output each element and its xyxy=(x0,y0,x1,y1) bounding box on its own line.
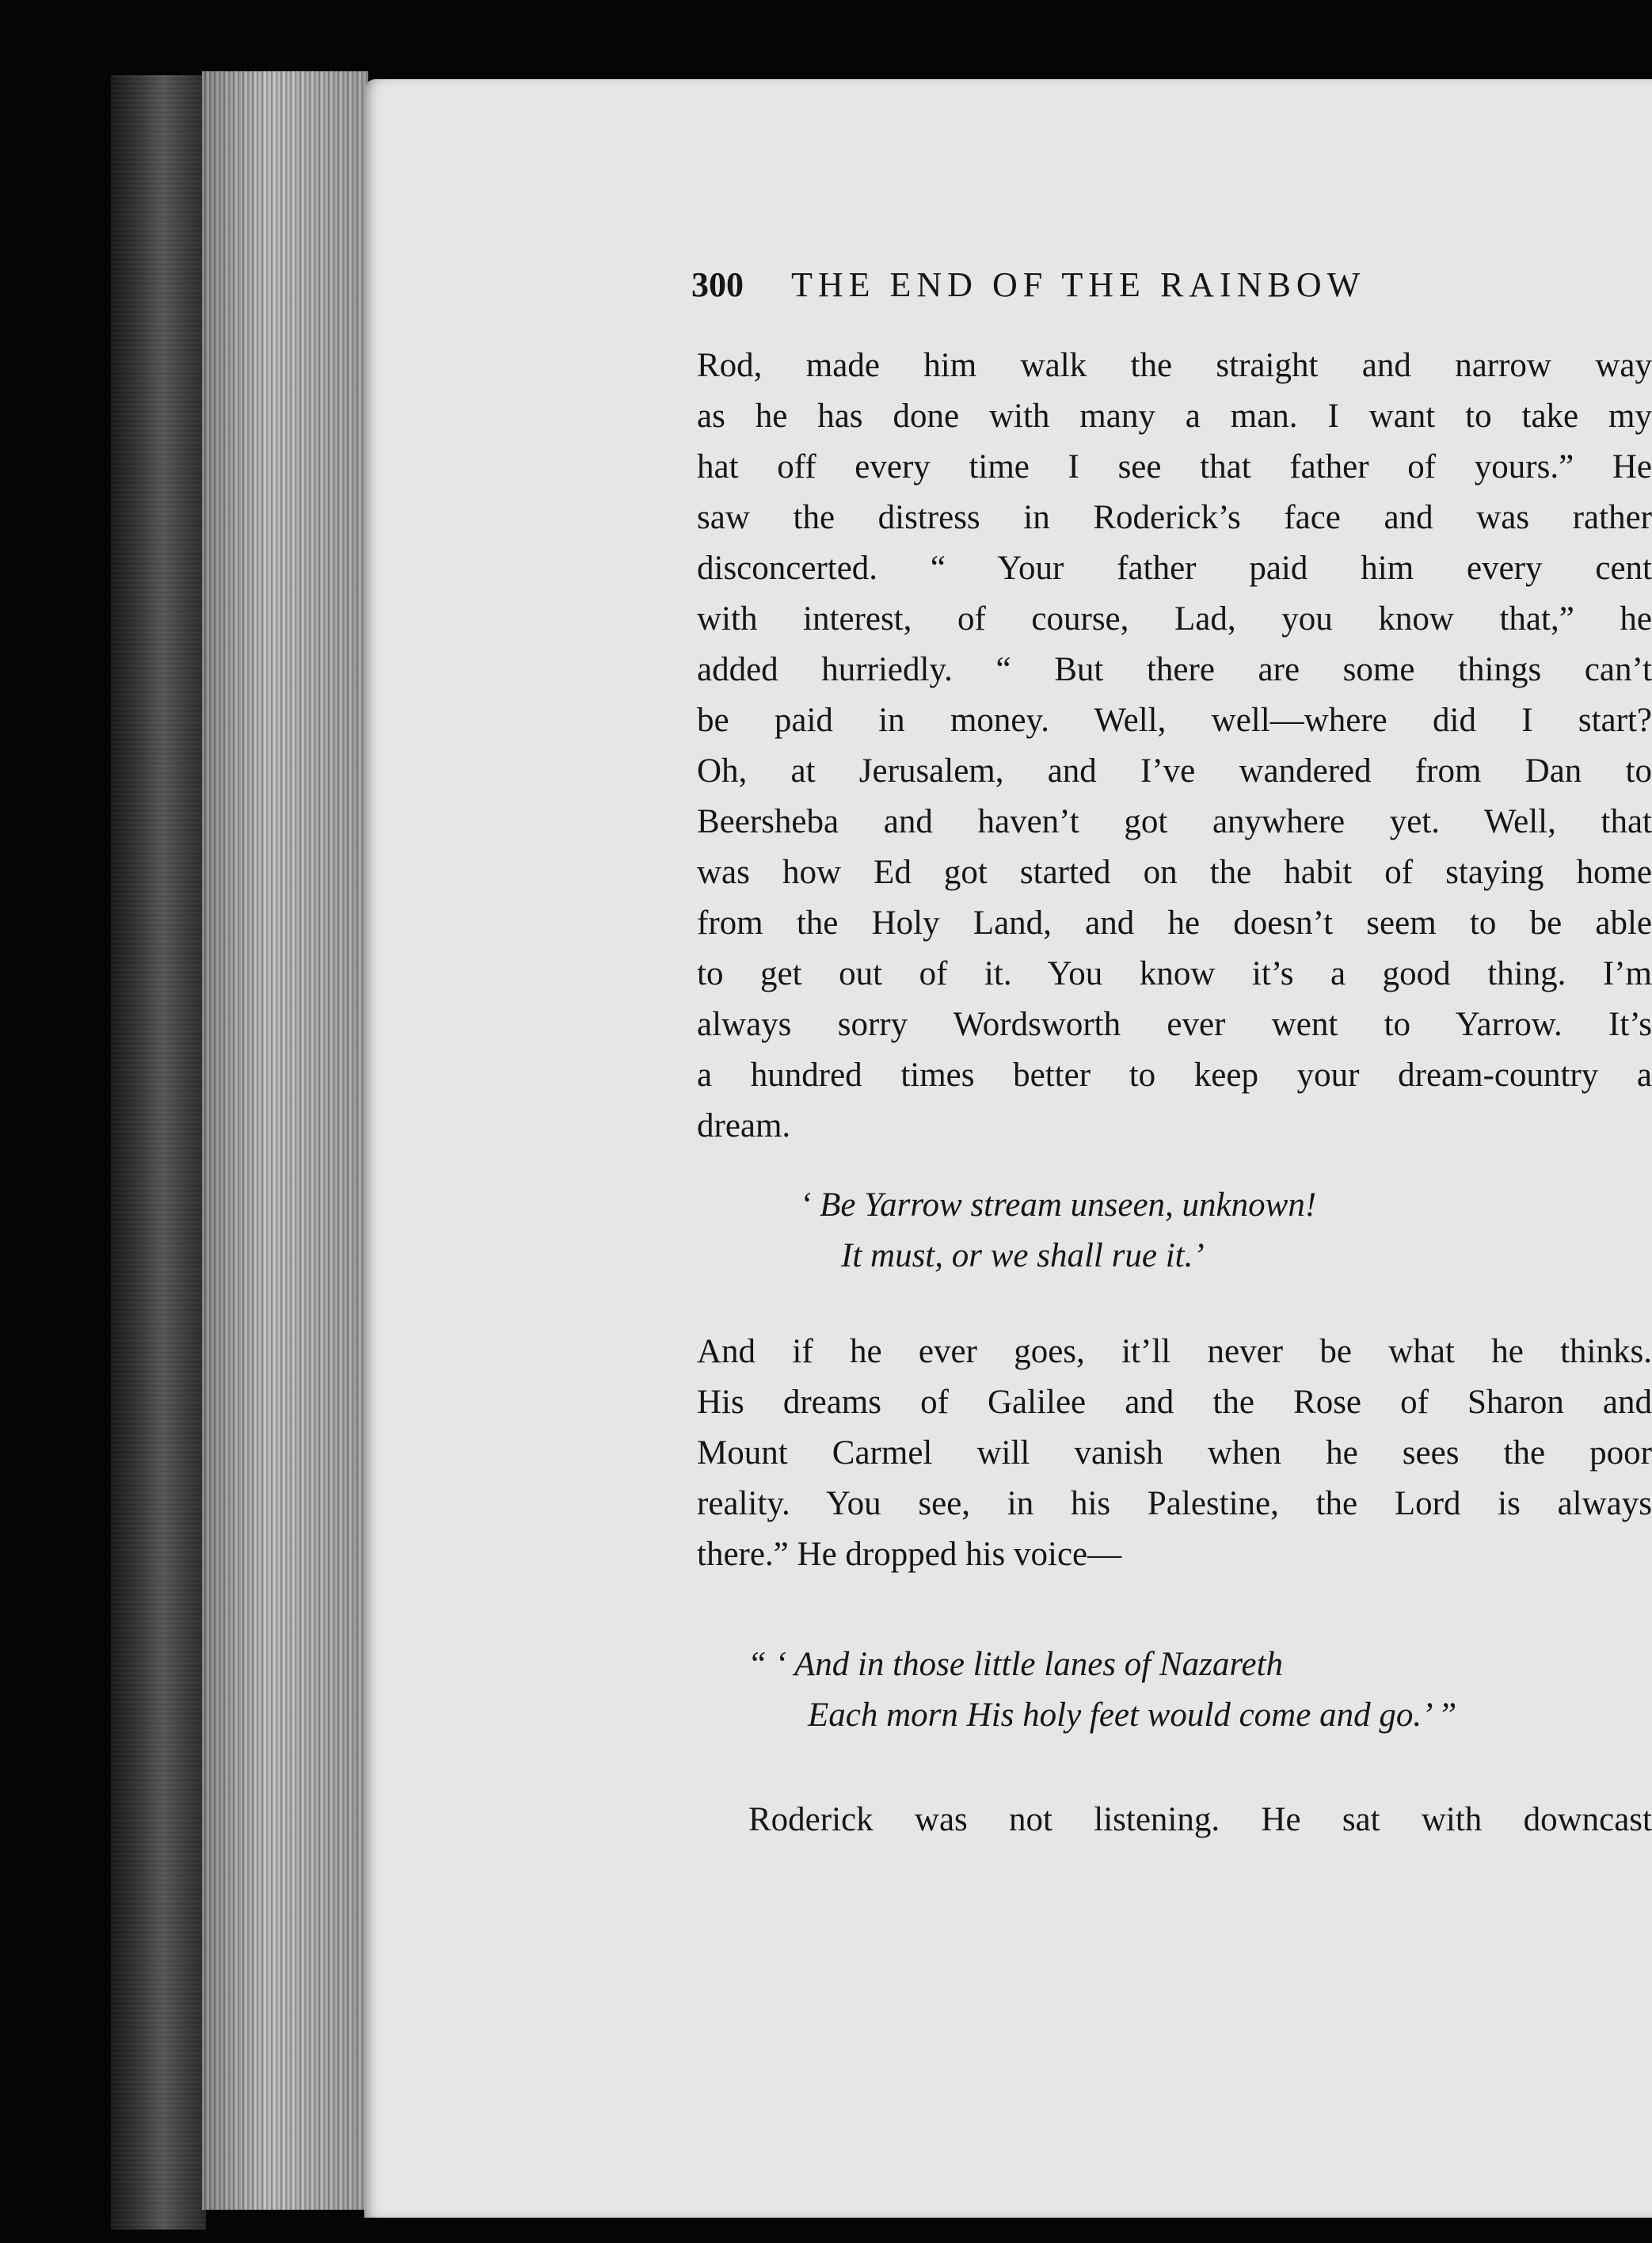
text-line: be paid in money. Well, well—where did I start? xyxy=(697,702,1652,739)
text-line: to get out of it. You know it’s a good thing. I’m xyxy=(697,955,1652,992)
running-head xyxy=(691,261,1652,309)
text-line: ‘ Be Yarrow stream unseen, unknown! xyxy=(800,1186,1317,1224)
verse-1 xyxy=(800,1180,1316,1281)
text-line: with interest, of course, Lad, you know that,” he xyxy=(697,600,1652,638)
text-line: a hundred times better to keep your dream-country a xyxy=(697,1057,1652,1094)
text-line: It must, or we shall rue it.’ xyxy=(841,1237,1205,1274)
text-line: was how Ed got started on the habit of staying home xyxy=(697,854,1652,891)
book-cover-edge xyxy=(111,75,206,2230)
text-line: Mount Carmel will vanish when he sees the poor xyxy=(697,1434,1652,1472)
page-edges xyxy=(202,71,368,2210)
page-number: 300 xyxy=(691,265,744,304)
paragraph-1 xyxy=(697,341,1652,1152)
verse-2 xyxy=(748,1639,1457,1741)
text-line: Rod, made him walk the straight and narrow way xyxy=(697,347,1652,384)
text-line: saw the distress in Roderick’s face and was rather xyxy=(697,499,1652,536)
text-line: disconcerted. “ Your father paid him every cent xyxy=(697,550,1652,587)
text-line: always sorry Wordsworth ever went to Yarrow. It’s xyxy=(697,1006,1652,1043)
text-line: dream. xyxy=(697,1107,791,1144)
text-line: And if he ever goes, it’ll never be what he thinks. xyxy=(697,1333,1652,1370)
text-line: as he has done with many a man. I want to take my xyxy=(697,398,1652,435)
text-line: from the Holy Land, and he doesn’t seem to be able xyxy=(697,904,1652,942)
text-line: Beersheba and haven’t got anywhere yet. Well, that xyxy=(697,803,1652,840)
text-line: Each morn His holy feet would come and go.’ ” xyxy=(808,1697,1457,1734)
text-line: added hurriedly. “ But there are some things can’t xyxy=(697,651,1652,688)
text-line: hat off every time I see that father of yours.” He xyxy=(697,448,1652,486)
text-line: reality. You see, in his Palestine, the Lord is always xyxy=(697,1485,1652,1522)
text-line: His dreams of Galilee and the Rose of Sharon and xyxy=(697,1384,1652,1421)
paragraph-3 xyxy=(748,1795,1652,1845)
paragraph-2 xyxy=(697,1327,1652,1580)
text-line: Oh, at Jerusalem, and I’ve wandered from Dan to xyxy=(697,752,1652,790)
text-line: there.” He dropped his voice— xyxy=(697,1536,1122,1573)
text-line: “ ‘ And in those little lanes of Nazareth xyxy=(748,1646,1284,1683)
running-title: THE END OF THE RAINBOW xyxy=(791,265,1366,304)
text-line: Roderick was not listening. He sat with downcast xyxy=(748,1801,1652,1838)
